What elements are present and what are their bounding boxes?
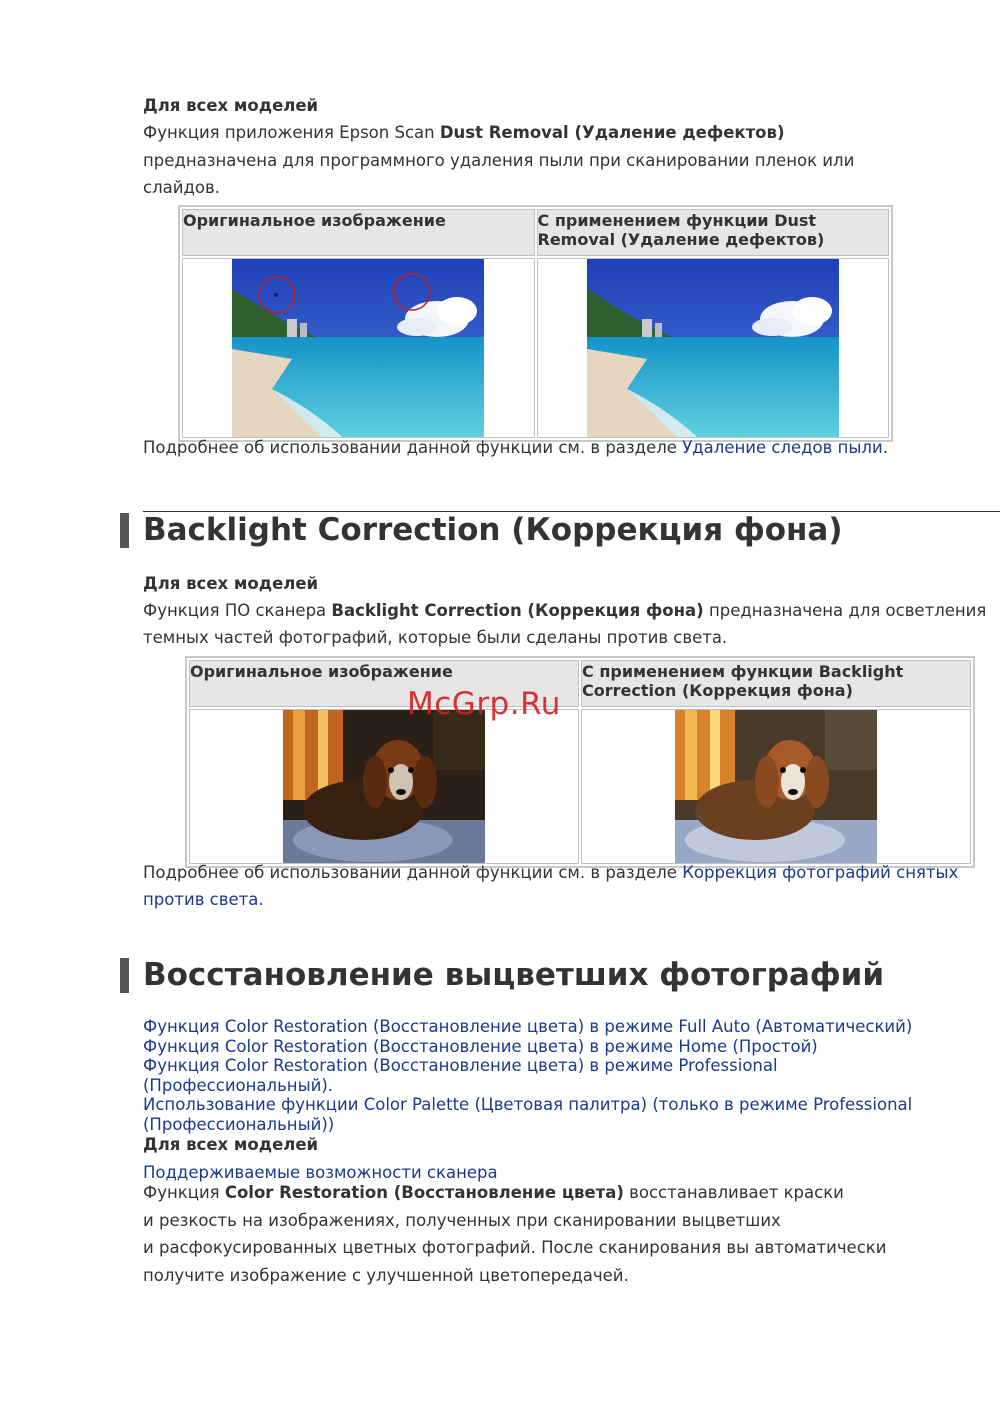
link-supported-features[interactable]: Поддерживаемые возможности сканера [143,1163,498,1182]
processed-image-cell [581,709,971,864]
beach-photo-processed [587,259,839,437]
link-color-palette[interactable]: Использование функции Color Palette (Цветовая палитра) (только в режиме Professional [143,1095,913,1115]
link-dust-removal[interactable]: Удаление следов пыли [682,438,883,457]
heading-marker [120,958,129,993]
original-image-cell [182,258,535,438]
link-professional-mode[interactable]: Функция Color Restoration (Восстановление цвета) в режиме Professional [143,1056,778,1076]
link-professional-mode-cont[interactable]: (Профессиональный). [143,1075,334,1095]
link-color-palette-cont[interactable]: (Профессиональный)) [143,1114,335,1134]
models-label: Для всех моделей [143,96,319,115]
intro-paragraph: Функция ПО сканера Backlight Correction (Коррекция фона) предназначена для осветления [143,601,987,620]
section-heading-backlight: Backlight Correction (Коррекция фона) [143,512,843,548]
feature-name: Color Restoration (Восстановление цвета) [224,1183,624,1202]
intro-paragraph: Функция приложения Epson Scan Dust Removal (Удаление дефектов) [143,123,785,142]
link-full-auto[interactable]: Функция Color Restoration (Восстановление цвета) в режиме Full Auto (Автоматический) [143,1017,913,1036]
comparison-table-dust [178,205,893,442]
body-paragraph-line: и расфокусированных цветных фотографий. После сканирования вы автоматически [143,1238,887,1257]
column-header-processed: С применением функции Dust Removal (Удаление дефектов) [537,209,890,256]
link-home-mode[interactable]: Функция Color Restoration (Восстановление цвета) в режиме Home (Простой) [143,1036,818,1056]
comparison-table-backlight [185,656,975,868]
processed-image-cell [537,258,890,438]
models-label: Для всех моделей [143,574,319,593]
column-header-original: Оригинальное изображение [189,660,579,707]
column-header-original: Оригинальное изображение [182,209,535,256]
more-info-paragraph: Подробнее об использовании данной функции см. в разделе Коррекция фотографий снятых [143,863,959,882]
dog-photo-original [283,710,485,863]
dog-photo-processed [675,710,877,863]
section-heading-restoration: Восстановление выцветших фотографий [143,957,885,993]
body-paragraph-line: получите изображение с улучшенной цветопередачей. [143,1266,629,1285]
intro-paragraph-line: слайдов. [143,178,220,197]
body-paragraph: Функция Color Restoration (Восстановление цвета) восстанавливает краски [143,1183,844,1202]
feature-name: Backlight Correction (Коррекция фона) [331,601,704,620]
related-links-list [143,1017,912,1154]
body-paragraph-line: и резкость на изображениях, полученных при сканировании выцветших [143,1211,781,1230]
watermark-text: McGrp.Ru [407,686,561,722]
heading-marker [120,513,129,548]
link-backlight-correction-cont[interactable]: против света. [143,890,264,909]
intro-paragraph-line: темных частей фотографий, которые были сделаны против света. [143,628,728,647]
original-image-cell [189,709,579,864]
models-label: Для всех моделей [143,1134,319,1154]
more-info-paragraph: Подробнее об использовании данной функции см. в разделе Удаление следов пыли. [143,438,888,457]
link-backlight-correction[interactable]: Коррекция фотографий снятых [682,863,959,882]
column-header-processed: С применением функции Backlight Correction (Коррекция фона) [581,660,971,707]
feature-name: Dust Removal (Удаление дефектов) [439,123,785,142]
beach-photo-original [232,259,484,437]
intro-paragraph-line: предназначена для программного удаления пыли при сканировании пленок или [143,151,855,170]
